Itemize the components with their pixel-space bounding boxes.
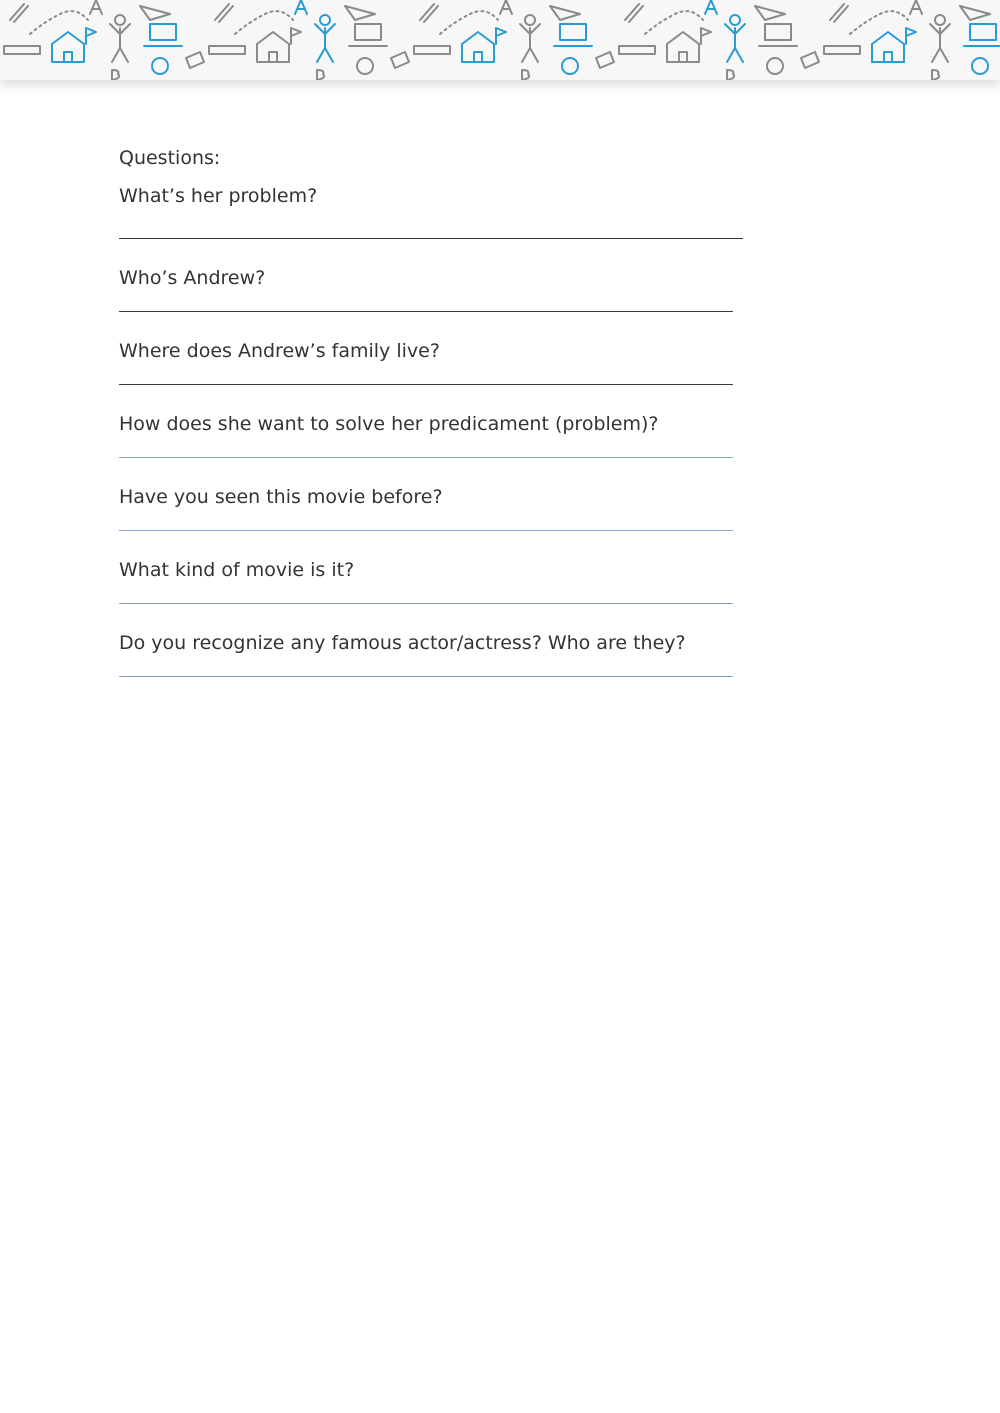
paper-plane-doodle — [140, 6, 170, 20]
dotted-path-doodle — [850, 11, 908, 34]
letter-a-doodle — [295, 0, 307, 14]
pencil-doodle — [830, 4, 848, 22]
globe-doodle — [767, 58, 783, 74]
dotted-path-doodle — [235, 11, 293, 34]
worksheet — [119, 146, 759, 677]
letter-a-doodle — [705, 0, 717, 14]
question-text: Who’s Andrew? — [119, 267, 266, 289]
laptop-doodle — [554, 24, 592, 46]
book-doodle — [186, 52, 204, 68]
person-doodle — [520, 24, 540, 62]
book-doodle — [391, 52, 409, 68]
person-head-doodle — [935, 15, 945, 25]
question-text: Do you recognize any famous actor/actress? Who are they? — [119, 632, 686, 654]
house-doodle — [872, 32, 904, 62]
laptop-doodle — [759, 24, 797, 46]
question-item — [119, 485, 759, 531]
dotted-path-doodle — [645, 11, 703, 34]
paper-plane-doodle — [755, 6, 785, 20]
person-head-doodle — [115, 15, 125, 25]
letter-b-doodle — [522, 70, 529, 80]
ruler-doodle — [619, 46, 655, 54]
question-item — [119, 266, 759, 312]
letter-b-doodle — [727, 70, 734, 80]
school-doodle-pattern — [0, 0, 1000, 80]
question-text: How does she want to solve her predicament (problem)? — [119, 413, 659, 435]
globe-doodle — [562, 58, 578, 74]
paper-plane-doodle — [345, 6, 375, 20]
pencil-doodle — [420, 4, 438, 22]
ruler-doodle — [824, 46, 860, 54]
ruler-doodle — [209, 46, 245, 54]
person-head-doodle — [525, 15, 535, 25]
person-doodle — [315, 24, 335, 62]
questions-heading: Questions: — [119, 147, 221, 169]
answer-line[interactable] — [119, 530, 733, 531]
flag-doodle — [496, 28, 506, 44]
flag-doodle — [86, 28, 96, 44]
flag-doodle — [906, 28, 916, 44]
person-doodle — [110, 24, 130, 62]
letter-a-doodle — [90, 0, 102, 14]
person-head-doodle — [320, 15, 330, 25]
ruler-doodle — [4, 46, 40, 54]
question-text: What’s her problem? — [119, 185, 318, 207]
letter-b-doodle — [932, 70, 939, 80]
house-doodle — [52, 32, 84, 62]
question-text: Have you seen this movie before? — [119, 486, 443, 508]
answer-line[interactable] — [119, 457, 733, 458]
paper-plane-doodle — [960, 6, 990, 20]
person-doodle — [930, 24, 950, 62]
letter-b-doodle — [317, 70, 324, 80]
globe-doodle — [152, 58, 168, 74]
question-item — [119, 412, 759, 458]
book-doodle — [596, 52, 614, 68]
laptop-doodle — [144, 24, 182, 46]
answer-line[interactable] — [119, 238, 743, 239]
globe-doodle — [972, 58, 988, 74]
letter-a-doodle — [910, 0, 922, 14]
question-item — [119, 339, 759, 385]
question-item — [119, 631, 759, 677]
pencil-doodle — [625, 4, 643, 22]
question-item — [119, 558, 759, 604]
laptop-doodle — [349, 24, 387, 46]
person-doodle — [725, 24, 745, 62]
answer-line[interactable] — [119, 384, 733, 385]
paper-plane-doodle — [550, 6, 580, 20]
dotted-path-doodle — [30, 11, 88, 34]
pencil-doodle — [10, 4, 28, 22]
flag-doodle — [291, 28, 301, 44]
question-item — [119, 184, 759, 239]
question-text: Where does Andrew’s family live? — [119, 340, 440, 362]
book-doodle — [801, 52, 819, 68]
flag-doodle — [701, 28, 711, 44]
person-head-doodle — [730, 15, 740, 25]
dotted-path-doodle — [440, 11, 498, 34]
pencil-doodle — [215, 4, 233, 22]
globe-doodle — [357, 58, 373, 74]
answer-line[interactable] — [119, 311, 733, 312]
ruler-doodle — [414, 46, 450, 54]
house-doodle — [462, 32, 494, 62]
house-doodle — [667, 32, 699, 62]
question-text: What kind of movie is it? — [119, 559, 355, 581]
answer-line[interactable] — [119, 676, 733, 677]
decorative-header-banner — [0, 0, 1000, 80]
letter-b-doodle — [112, 70, 119, 80]
laptop-doodle — [964, 24, 1000, 46]
house-doodle — [257, 32, 289, 62]
answer-line[interactable] — [119, 603, 733, 604]
letter-a-doodle — [500, 0, 512, 14]
